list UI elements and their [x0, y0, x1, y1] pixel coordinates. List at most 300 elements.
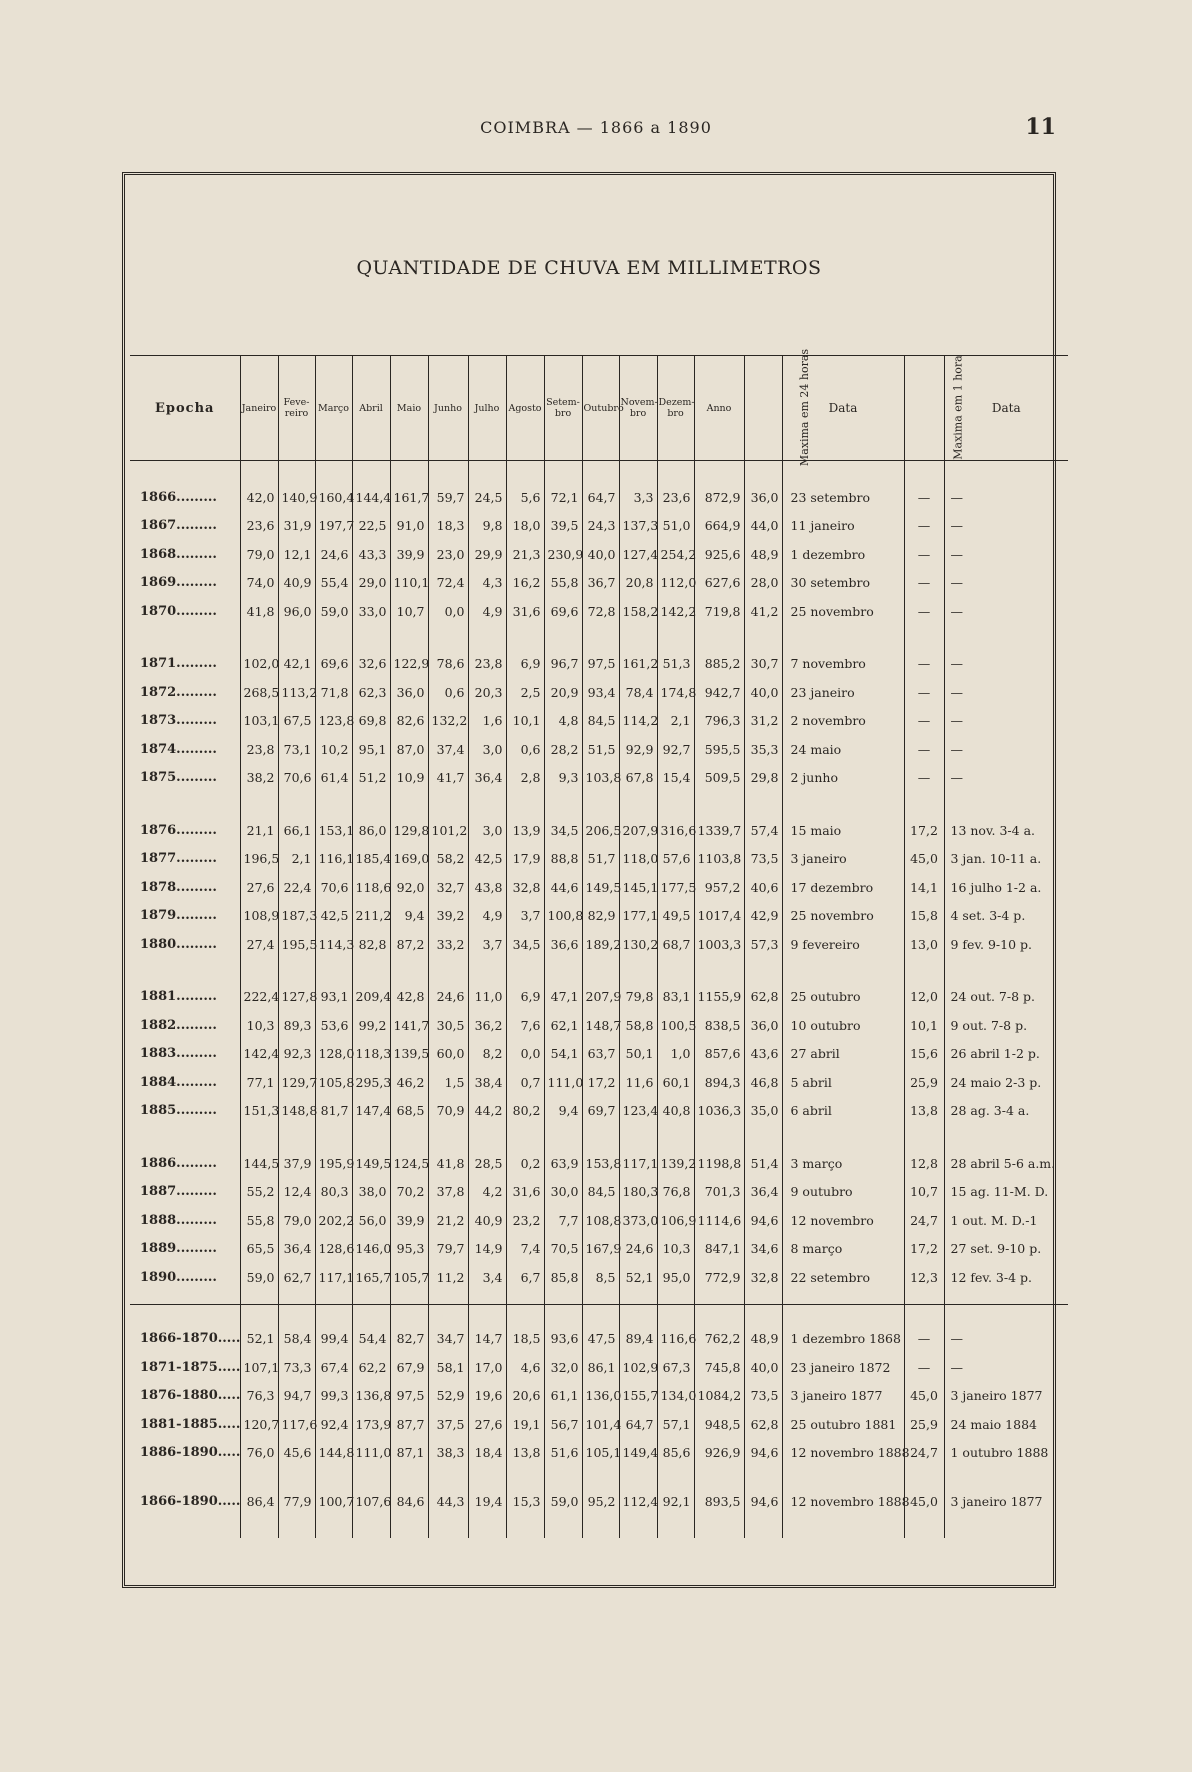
empty-cell — [278, 626, 315, 650]
row-label: 1870......... — [140, 603, 217, 619]
value-cell: 762,2 — [694, 1325, 744, 1354]
empty-cell — [428, 1516, 468, 1538]
value-cell: 48,9 — [744, 1325, 782, 1354]
empty-cell — [130, 1304, 240, 1325]
value-cell: 71,8 — [315, 678, 352, 707]
value-cell: 73,1 — [278, 735, 315, 764]
value-cell: 5,6 — [506, 483, 544, 512]
year-row — [130, 483, 1068, 512]
empty-cell — [278, 461, 315, 484]
value-cell: 197,7 — [315, 512, 352, 541]
value-cell: 149,5 — [352, 1149, 390, 1178]
value-cell: 107,1 — [240, 1353, 278, 1382]
year-row — [130, 1011, 1068, 1040]
value-cell: 17,2 — [582, 1068, 619, 1097]
empty-cell — [130, 1467, 240, 1487]
row-label: 1881-1885..... — [140, 1416, 241, 1432]
value-cell: 22,4 — [278, 873, 315, 902]
date-24h-cell: 12 novembro 1888 — [782, 1487, 904, 1516]
value-cell: 167,9 — [582, 1235, 619, 1264]
value-cell: 664,9 — [694, 512, 744, 541]
empty-cell — [657, 792, 694, 816]
value-cell: 79,0 — [278, 1206, 315, 1235]
value-cell: 114,3 — [315, 930, 352, 959]
empty-cell — [782, 792, 904, 816]
period-summary-row — [130, 1439, 1068, 1468]
empty-cell — [240, 1516, 278, 1538]
value-cell: 23,0 — [428, 540, 468, 569]
empty-cell — [657, 1125, 694, 1149]
value-cell: 1155,9 — [694, 983, 744, 1012]
year-row — [130, 678, 1068, 707]
value-cell: 1103,8 — [694, 845, 744, 874]
running-title: COIMBRA — 1866 a 1890 — [480, 118, 712, 137]
value-cell: 373,0 — [619, 1206, 657, 1235]
empty-cell — [944, 792, 1068, 816]
value-cell: 122,9 — [390, 650, 428, 679]
value-cell: 69,8 — [352, 707, 390, 736]
value-cell: 39,2 — [428, 902, 468, 931]
empty-cell — [428, 959, 468, 983]
value-cell: 29,9 — [468, 540, 506, 569]
value-cell: 14,7 — [468, 1325, 506, 1354]
value-cell: 948,5 — [694, 1410, 744, 1439]
empty-cell — [744, 1467, 782, 1487]
empty-cell — [657, 626, 694, 650]
value-cell: 62,3 — [352, 678, 390, 707]
row-label: 1883......... — [140, 1046, 217, 1062]
empty-cell — [506, 792, 544, 816]
value-cell: 838,5 — [694, 1011, 744, 1040]
value-cell: 54,1 — [544, 1040, 582, 1069]
year-row — [130, 816, 1068, 845]
value-cell: 112,0 — [657, 569, 694, 598]
value-cell: 105,8 — [315, 1068, 352, 1097]
value-cell: 62,2 — [352, 1353, 390, 1382]
empty-cell — [582, 1467, 619, 1487]
value-cell: 46,2 — [390, 1068, 428, 1097]
value-cell: 8,5 — [582, 1263, 619, 1292]
date-1h-cell: 9 fev. 9-10 p. — [944, 930, 1068, 959]
value-cell: 37,9 — [278, 1149, 315, 1178]
value-cell: 13,8 — [506, 1439, 544, 1468]
value-cell: 14,1 — [904, 873, 944, 902]
value-cell: 68,7 — [657, 930, 694, 959]
value-cell: 41,2 — [744, 597, 782, 626]
empty-cell — [619, 1467, 657, 1487]
value-cell: 0,7 — [506, 1068, 544, 1097]
date-1h-cell: 15 ag. 11-M. D. — [944, 1178, 1068, 1207]
date-1h-cell: — — [944, 735, 1068, 764]
date-1h-cell: 3 janeiro 1877 — [944, 1487, 1068, 1516]
value-cell: 42,9 — [744, 902, 782, 931]
value-cell: 40,9 — [468, 1206, 506, 1235]
value-cell: 222,4 — [240, 983, 278, 1012]
value-cell: 99,2 — [352, 1011, 390, 1040]
value-cell: 40,0 — [582, 540, 619, 569]
value-cell: 61,1 — [544, 1382, 582, 1411]
value-cell: 18,3 — [428, 512, 468, 541]
empty-cell — [694, 1467, 744, 1487]
date-1h-cell: — — [944, 512, 1068, 541]
empty-cell — [619, 1516, 657, 1538]
value-cell: 4,9 — [468, 597, 506, 626]
empty-cell — [315, 1292, 352, 1305]
value-cell: 38,0 — [352, 1178, 390, 1207]
empty-cell — [744, 1304, 782, 1325]
value-cell: 136,0 — [582, 1382, 619, 1411]
value-cell: 153,1 — [315, 816, 352, 845]
value-cell: 165,7 — [352, 1263, 390, 1292]
value-cell: 63,7 — [582, 1040, 619, 1069]
value-cell: 73,3 — [278, 1353, 315, 1382]
row-label: 1886-1890..... — [140, 1445, 241, 1461]
page-number: 11 — [1025, 114, 1056, 140]
empty-cell — [428, 1467, 468, 1487]
value-cell: 177,1 — [619, 902, 657, 931]
date-1h-cell: 27 set. 9-10 p. — [944, 1235, 1068, 1264]
empty-cell — [130, 792, 240, 816]
value-cell: 41,8 — [428, 1149, 468, 1178]
value-cell: 132,2 — [428, 707, 468, 736]
value-cell: 38,2 — [240, 764, 278, 793]
value-cell: 21,3 — [506, 540, 544, 569]
empty-cell — [315, 959, 352, 983]
value-cell: 0,2 — [506, 1149, 544, 1178]
value-cell: 89,3 — [278, 1011, 315, 1040]
empty-cell — [315, 792, 352, 816]
value-cell: 80,3 — [315, 1178, 352, 1207]
empty-cell — [619, 792, 657, 816]
empty-cell — [544, 461, 582, 484]
value-cell: 59,7 — [428, 483, 468, 512]
empty-cell — [619, 461, 657, 484]
empty-cell — [904, 959, 944, 983]
value-cell: 2,1 — [657, 707, 694, 736]
value-cell: 10,9 — [390, 764, 428, 793]
value-cell: 57,4 — [744, 816, 782, 845]
date-1h-cell: — — [944, 483, 1068, 512]
value-cell: 24,5 — [468, 483, 506, 512]
value-cell: 23,6 — [240, 512, 278, 541]
empty-cell — [278, 1292, 315, 1305]
value-cell: 872,9 — [694, 483, 744, 512]
empty-cell — [240, 792, 278, 816]
value-cell: 85,8 — [544, 1263, 582, 1292]
spacer-row — [130, 792, 1068, 816]
empty-cell — [506, 1516, 544, 1538]
value-cell: 128,0 — [315, 1040, 352, 1069]
empty-cell — [744, 1292, 782, 1305]
empty-cell — [694, 1304, 744, 1325]
year-row — [130, 845, 1068, 874]
value-cell: 7,6 — [506, 1011, 544, 1040]
empty-cell — [544, 792, 582, 816]
value-cell: 24,3 — [582, 512, 619, 541]
value-cell: 1114,6 — [694, 1206, 744, 1235]
value-cell: 41,8 — [240, 597, 278, 626]
value-cell: 37,5 — [428, 1410, 468, 1439]
row-label: 1880......... — [140, 936, 217, 952]
value-cell: 51,4 — [744, 1149, 782, 1178]
value-cell: 58,4 — [278, 1325, 315, 1354]
date-1h-cell: — — [944, 1353, 1068, 1382]
empty-cell — [657, 959, 694, 983]
value-cell: 100,8 — [544, 902, 582, 931]
value-cell: 21,2 — [428, 1206, 468, 1235]
value-cell: 19,4 — [468, 1487, 506, 1516]
empty-cell — [278, 792, 315, 816]
spacer-row — [130, 959, 1068, 983]
empty-cell — [130, 626, 240, 650]
empty-cell — [506, 1125, 544, 1149]
empty-cell — [694, 1516, 744, 1538]
empty-cell — [582, 1125, 619, 1149]
value-cell: 92,7 — [657, 735, 694, 764]
empty-cell — [506, 626, 544, 650]
value-cell: 30,5 — [428, 1011, 468, 1040]
value-cell: 23,8 — [468, 650, 506, 679]
value-cell: 102,9 — [619, 1353, 657, 1382]
date-1h-cell: — — [944, 707, 1068, 736]
date-24h-cell: 12 novembro — [782, 1206, 904, 1235]
value-cell: 43,6 — [744, 1040, 782, 1069]
value-cell: 33,0 — [352, 597, 390, 626]
value-cell: 17,2 — [904, 816, 944, 845]
date-24h-cell: 25 novembro — [782, 597, 904, 626]
empty-cell — [130, 959, 240, 983]
value-cell: 10,1 — [904, 1011, 944, 1040]
value-cell: 62,1 — [544, 1011, 582, 1040]
value-cell: 595,5 — [694, 735, 744, 764]
value-cell: — — [904, 569, 944, 598]
value-cell: 128,6 — [315, 1235, 352, 1264]
value-cell: 60,0 — [428, 1040, 468, 1069]
row-label: 1879......... — [140, 908, 217, 924]
empty-cell — [240, 1467, 278, 1487]
value-cell: 96,7 — [544, 650, 582, 679]
value-cell: 3,7 — [506, 902, 544, 931]
value-cell: 116,1 — [315, 845, 352, 874]
value-cell: 316,6 — [657, 816, 694, 845]
value-cell: 76,0 — [240, 1439, 278, 1468]
value-cell: 11,2 — [428, 1263, 468, 1292]
value-cell: 51,0 — [657, 512, 694, 541]
empty-cell — [240, 959, 278, 983]
value-cell: 11,0 — [468, 983, 506, 1012]
spacer-row — [130, 461, 1068, 484]
value-cell: 35,3 — [744, 735, 782, 764]
value-cell: 32,6 — [352, 650, 390, 679]
value-cell: 74,0 — [240, 569, 278, 598]
date-1h-cell: 3 janeiro 1877 — [944, 1382, 1068, 1411]
empty-cell — [944, 1125, 1068, 1149]
period-summary-row — [130, 1410, 1068, 1439]
year-row — [130, 930, 1068, 959]
value-cell: 45,0 — [904, 1487, 944, 1516]
value-cell: 36,2 — [468, 1011, 506, 1040]
value-cell: 64,7 — [619, 1410, 657, 1439]
value-cell: 160,4 — [315, 483, 352, 512]
value-cell: 509,5 — [694, 764, 744, 793]
empty-cell — [544, 1125, 582, 1149]
value-cell: 9,4 — [390, 902, 428, 931]
value-cell: 12,3 — [904, 1263, 944, 1292]
value-cell: 118,3 — [352, 1040, 390, 1069]
value-cell: 28,5 — [468, 1149, 506, 1178]
year-row — [130, 1178, 1068, 1207]
empty-cell — [315, 1467, 352, 1487]
empty-cell — [582, 1516, 619, 1538]
year-row — [130, 983, 1068, 1012]
date-1h-cell: 28 abril 5-6 a.m. — [944, 1149, 1068, 1178]
value-cell: 30,0 — [544, 1178, 582, 1207]
date-1h-cell: 24 out. 7-8 p. — [944, 983, 1068, 1012]
value-cell: 701,3 — [694, 1178, 744, 1207]
value-cell: 195,9 — [315, 1149, 352, 1178]
value-cell: 95,3 — [390, 1235, 428, 1264]
value-cell: 92,0 — [390, 873, 428, 902]
value-cell: 80,2 — [506, 1097, 544, 1126]
date-24h-cell: 25 novembro — [782, 902, 904, 931]
empty-cell — [944, 1304, 1068, 1325]
value-cell: 91,0 — [390, 512, 428, 541]
empty-cell — [694, 461, 744, 484]
value-cell: 51,2 — [352, 764, 390, 793]
empty-cell — [544, 1304, 582, 1325]
date-24h-cell: 3 janeiro 1877 — [782, 1382, 904, 1411]
empty-cell — [315, 1516, 352, 1538]
value-cell: — — [904, 540, 944, 569]
empty-cell — [468, 461, 506, 484]
value-cell: 66,1 — [278, 816, 315, 845]
value-cell: 76,3 — [240, 1382, 278, 1411]
empty-cell — [130, 461, 240, 484]
date-24h-cell: 7 novembro — [782, 650, 904, 679]
empty-cell — [694, 1125, 744, 1149]
value-cell: 41,7 — [428, 764, 468, 793]
empty-cell — [782, 959, 904, 983]
empty-cell — [390, 792, 428, 816]
empty-cell — [782, 1304, 904, 1325]
value-cell: 27,6 — [468, 1410, 506, 1439]
value-cell: 114,2 — [619, 707, 657, 736]
empty-cell — [130, 1292, 240, 1305]
empty-cell — [506, 1304, 544, 1325]
row-label: 1871-1875..... — [140, 1359, 241, 1375]
empty-cell — [428, 1125, 468, 1149]
value-cell: 118,6 — [352, 873, 390, 902]
value-cell: 28,0 — [744, 569, 782, 598]
value-cell: 67,9 — [390, 1353, 428, 1382]
value-cell: 15,4 — [657, 764, 694, 793]
value-cell: 77,1 — [240, 1068, 278, 1097]
col-janeiro: Janeiro — [240, 356, 278, 461]
value-cell: 4,3 — [468, 569, 506, 598]
col-novembro: Novem-bro — [619, 356, 657, 461]
empty-cell — [619, 1125, 657, 1149]
empty-cell — [278, 959, 315, 983]
value-cell: 925,6 — [694, 540, 744, 569]
value-cell: 36,7 — [582, 569, 619, 598]
value-cell: 15,3 — [506, 1487, 544, 1516]
row-label: 1885......... — [140, 1103, 217, 1119]
row-label: 1866-1870..... — [140, 1331, 241, 1347]
spacer-row — [130, 1304, 1068, 1325]
value-cell: 87,0 — [390, 735, 428, 764]
date-24h-cell: 6 abril — [782, 1097, 904, 1126]
date-1h-cell: — — [944, 540, 1068, 569]
empty-cell — [904, 1292, 944, 1305]
value-cell: 142,4 — [240, 1040, 278, 1069]
empty-cell — [506, 461, 544, 484]
empty-cell — [352, 1516, 390, 1538]
empty-cell — [944, 461, 1068, 484]
period-summary-row — [130, 1382, 1068, 1411]
value-cell: 99,4 — [315, 1325, 352, 1354]
empty-cell — [544, 1516, 582, 1538]
value-cell: 19,1 — [506, 1410, 544, 1439]
period-summary-row — [130, 1353, 1068, 1382]
value-cell: 942,7 — [694, 678, 744, 707]
empty-cell — [544, 959, 582, 983]
value-cell: 123,4 — [619, 1097, 657, 1126]
value-cell: 40,6 — [744, 873, 782, 902]
year-row — [130, 1263, 1068, 1292]
value-cell: 124,5 — [390, 1149, 428, 1178]
value-cell: — — [904, 678, 944, 707]
row-label: 1877......... — [140, 851, 217, 867]
col-fevereiro: Feve-reiro — [278, 356, 315, 461]
empty-cell — [130, 1516, 240, 1538]
value-cell: 1339,7 — [694, 816, 744, 845]
value-cell: 116,6 — [657, 1325, 694, 1354]
value-cell: 70,9 — [428, 1097, 468, 1126]
value-cell: 207,9 — [582, 983, 619, 1012]
value-cell: 95,2 — [582, 1487, 619, 1516]
value-cell: 43,3 — [352, 540, 390, 569]
value-cell: 32,8 — [506, 873, 544, 902]
empty-cell — [352, 1292, 390, 1305]
total-row — [130, 1487, 1068, 1516]
value-cell: 14,9 — [468, 1235, 506, 1264]
empty-cell — [944, 1467, 1068, 1487]
value-cell: 69,6 — [315, 650, 352, 679]
date-1h-cell: — — [944, 650, 1068, 679]
value-cell: 31,6 — [506, 597, 544, 626]
value-cell: 4,8 — [544, 707, 582, 736]
value-cell: 93,4 — [582, 678, 619, 707]
empty-cell — [782, 626, 904, 650]
value-cell: 70,2 — [390, 1178, 428, 1207]
date-24h-cell: 17 dezembro — [782, 873, 904, 902]
value-cell: 45,0 — [904, 845, 944, 874]
year-row — [130, 1068, 1068, 1097]
value-cell: 3,0 — [468, 816, 506, 845]
value-cell: 68,5 — [390, 1097, 428, 1126]
value-cell: 146,0 — [352, 1235, 390, 1264]
value-cell: 103,8 — [582, 764, 619, 793]
column-header-row — [130, 356, 1068, 461]
value-cell: — — [904, 512, 944, 541]
table-frame — [122, 172, 1056, 1588]
year-row — [130, 512, 1068, 541]
value-cell: 79,0 — [240, 540, 278, 569]
empty-cell — [468, 1516, 506, 1538]
date-24h-cell: 27 abril — [782, 1040, 904, 1069]
value-cell: 10,7 — [390, 597, 428, 626]
empty-cell — [428, 626, 468, 650]
